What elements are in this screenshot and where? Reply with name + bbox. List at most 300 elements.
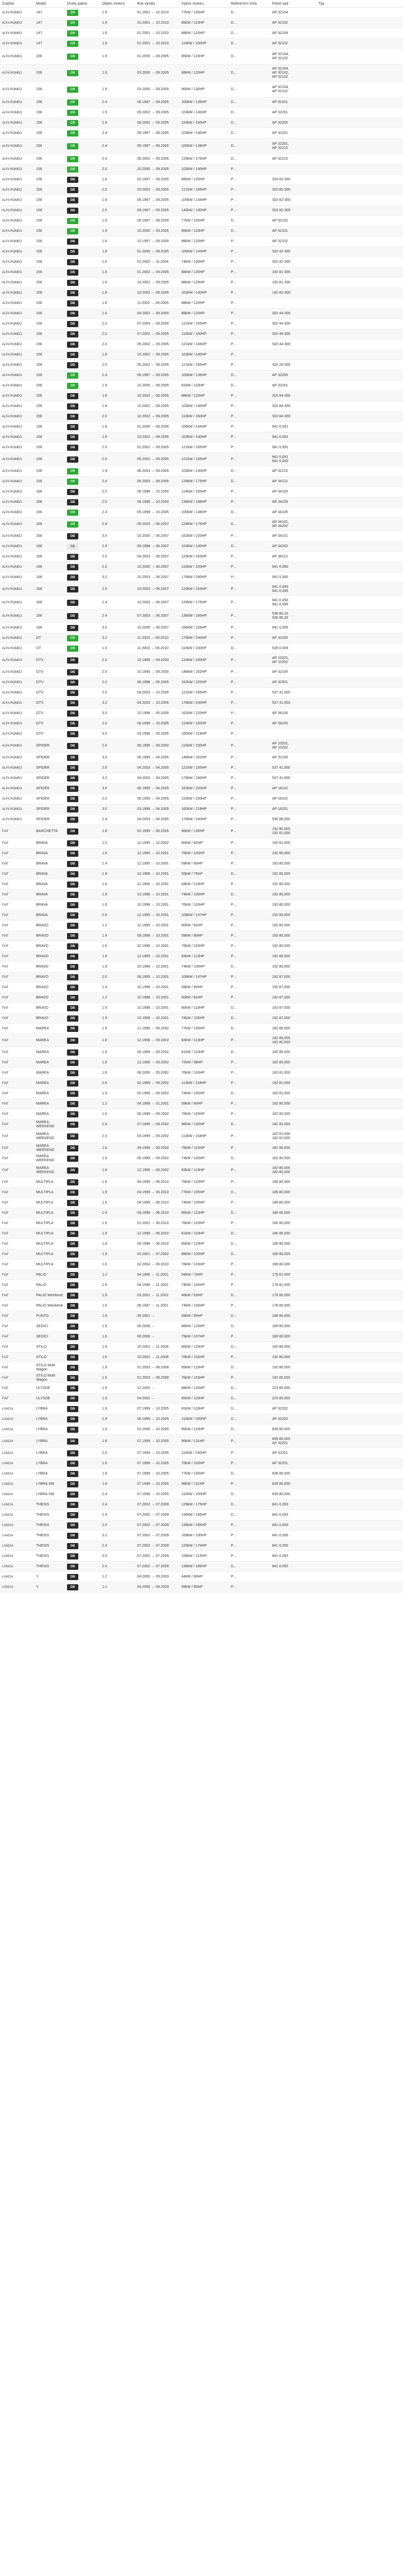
fuel-badge: DB: [67, 743, 78, 749]
cell-make: LANCIA: [0, 1448, 34, 1459]
cell-make: FIAT: [0, 1078, 34, 1089]
table-row[interactable]: [0, 879, 403, 890]
fuel-badge: DB: [67, 564, 78, 570]
cell-fuel: [65, 623, 100, 633]
cell-engine-volume: 1.2: [100, 1582, 135, 1592]
cell-power: 74kW / 100HP: [179, 1013, 229, 1024]
table-row[interactable]: [0, 1177, 403, 1188]
table-row[interactable]: [0, 1459, 403, 1469]
table-row[interactable]: [0, 794, 403, 804]
cell-year: 04.1996 → 11.2001: [135, 1270, 179, 1280]
table-row[interactable]: [0, 432, 403, 443]
table-row[interactable]: [0, 623, 403, 633]
table-row[interactable]: [0, 677, 403, 688]
table-row[interactable]: [0, 572, 403, 583]
cell-power: 110kW / 150HP: [179, 719, 229, 729]
table-row[interactable]: [0, 1363, 403, 1373]
column-header-year[interactable]: Rok výroby: [135, 0, 179, 8]
column-header-model[interactable]: Model: [34, 0, 65, 8]
table-row[interactable]: [0, 1120, 403, 1130]
table-row[interactable]: [0, 753, 403, 763]
table-row[interactable]: [0, 1435, 403, 1448]
cell-model: SPIDER: [34, 739, 65, 753]
fuel-badge: DB: [67, 954, 78, 960]
table-row[interactable]: [0, 18, 403, 28]
table-row[interactable]: [0, 1448, 403, 1459]
column-header-power[interactable]: Výkon motoru: [179, 0, 229, 8]
table-row[interactable]: [0, 1404, 403, 1414]
cell-engine-volume: 3.0: [100, 729, 135, 739]
cell-power: 108kW / 147HP: [179, 972, 229, 982]
cell-power: 76kW / 103HP: [179, 1143, 229, 1154]
fuel-badge: DB: [67, 923, 78, 929]
cell-sets: 941 0,060: [270, 572, 316, 583]
table-row[interactable]: [0, 1239, 403, 1249]
cell-power: 74kW / 100HP: [179, 1280, 229, 1291]
cell-sets: AP 34105: [270, 507, 316, 518]
cell-power: 85kW / 115HP: [179, 18, 229, 28]
cell-reference: D…: [229, 1510, 270, 1520]
table-row[interactable]: [0, 340, 403, 350]
table-row[interactable]: [0, 1218, 403, 1229]
cell-power: 88kW / 120HP: [179, 28, 229, 39]
cell-model: 156: [34, 288, 65, 298]
cell-power: 100kW / 136HP: [179, 507, 229, 518]
cell-fuel: [65, 288, 100, 298]
cell-year: 01.2000 → 09.2005: [135, 247, 179, 257]
table-row[interactable]: [0, 154, 403, 164]
table-row[interactable]: [0, 1249, 403, 1260]
table-row[interactable]: [0, 319, 403, 329]
cell-fuel: [65, 1143, 100, 1154]
cell-engine-volume: 2.0: [100, 667, 135, 677]
column-header-fuel[interactable]: Druhy paliva: [65, 0, 100, 8]
cell-power: 113kW / 154HP: [179, 1078, 229, 1089]
table-row[interactable]: [0, 381, 403, 391]
cell-reference: D…: [229, 370, 270, 381]
table-row[interactable]: [0, 815, 403, 825]
cell-sets: 182 82,000: [270, 1120, 316, 1130]
cell-reference: P…: [229, 1373, 270, 1383]
fuel-badge: CR: [67, 20, 78, 26]
table-row[interactable]: [0, 477, 403, 487]
column-header-type[interactable]: Typ: [316, 0, 403, 8]
table-row[interactable]: [0, 729, 403, 739]
table-row[interactable]: [0, 1469, 403, 1479]
table-row[interactable]: [0, 360, 403, 370]
cell-sets: 182 80,000: [270, 1109, 316, 1120]
table-row[interactable]: [0, 921, 403, 931]
table-row[interactable]: [0, 1332, 403, 1342]
cell-make: ALFA ROMEO: [0, 688, 34, 698]
cell-sets: AP 34121: [270, 477, 316, 487]
table-row[interactable]: [0, 1164, 403, 1177]
table-row[interactable]: [0, 1089, 403, 1099]
table-row[interactable]: [0, 838, 403, 849]
cell-year: 02.1996 → 10.2001: [135, 962, 179, 972]
table-row[interactable]: [0, 541, 403, 552]
cell-engine-volume: 3.0: [100, 804, 135, 815]
table-row[interactable]: [0, 64, 403, 82]
cell-power: 121kW / 165HP: [179, 319, 229, 329]
table-row[interactable]: [0, 890, 403, 900]
table-row[interactable]: [0, 507, 403, 518]
table-row[interactable]: [0, 422, 403, 432]
cell-reference: P…: [229, 596, 270, 609]
table-row[interactable]: [0, 1047, 403, 1058]
table-row[interactable]: [0, 643, 403, 654]
cell-type: [316, 1013, 403, 1024]
cell-engine-volume: 1.6: [100, 1109, 135, 1120]
cell-engine-volume: 3.2: [100, 773, 135, 784]
table-row[interactable]: [0, 288, 403, 298]
table-row[interactable]: [0, 1078, 403, 1089]
table-row[interactable]: [0, 719, 403, 729]
cell-make: ALFA ROMEO: [0, 329, 34, 340]
table-row[interactable]: [0, 1321, 403, 1332]
table-row[interactable]: [0, 1383, 403, 1394]
cell-engine-volume: 1.9: [100, 962, 135, 972]
table-row[interactable]: [0, 278, 403, 288]
table-row[interactable]: [0, 583, 403, 596]
cell-power: 74kW / 100HP: [179, 257, 229, 267]
cell-reference: D…: [229, 890, 270, 900]
cell-sets: 192 80,000: [270, 910, 316, 921]
cell-sets: AP 38105: [270, 719, 316, 729]
table-row[interactable]: [0, 1280, 403, 1291]
cell-fuel: [65, 1352, 100, 1363]
table-row[interactable]: [0, 931, 403, 941]
cell-type: [316, 1425, 403, 1435]
table-row[interactable]: [0, 128, 403, 139]
fuel-badge: DB: [67, 731, 78, 737]
table-row[interactable]: [0, 8, 403, 18]
cell-make: FIAT: [0, 993, 34, 1003]
cell-fuel: [65, 139, 100, 154]
cell-engine-volume: 1.6: [100, 236, 135, 247]
table-row[interactable]: [0, 763, 403, 773]
table-row[interactable]: [0, 1068, 403, 1078]
table-row[interactable]: [0, 1109, 403, 1120]
cell-sets: AP 32205: [270, 118, 316, 128]
cell-type: [316, 753, 403, 763]
table-row[interactable]: [0, 1414, 403, 1425]
cell-fuel: [65, 8, 100, 18]
cell-sets: 182 80,000: [270, 1047, 316, 1058]
table-row[interactable]: [0, 1582, 403, 1592]
table-row[interactable]: [0, 164, 403, 175]
cell-fuel: [65, 609, 100, 623]
table-row[interactable]: [0, 487, 403, 497]
table-row[interactable]: [0, 97, 403, 108]
cell-make: ALFA ROMEO: [0, 118, 34, 128]
cell-make: ALFA ROMEO: [0, 18, 34, 28]
cell-engine-volume: 1.6: [100, 257, 135, 267]
table-row[interactable]: [0, 1188, 403, 1198]
table-row[interactable]: [0, 195, 403, 206]
cell-sets: 839 80,000: [270, 1469, 316, 1479]
table-row[interactable]: [0, 1342, 403, 1352]
table-row[interactable]: [0, 49, 403, 64]
cell-model: SPIDER: [34, 773, 65, 784]
table-row[interactable]: [0, 257, 403, 267]
cell-type: [316, 1383, 403, 1394]
cell-power: 96kW / 131HP: [179, 1479, 229, 1489]
table-row[interactable]: [0, 1562, 403, 1572]
cell-reference: D…: [229, 49, 270, 64]
table-row[interactable]: [0, 1572, 403, 1582]
cell-year: 11.2003 → 09.2010: [135, 643, 179, 654]
cell-sets: 841 0,093: [270, 1531, 316, 1541]
cell-fuel: [65, 1013, 100, 1024]
cell-type: [316, 329, 403, 340]
cell-sets: AP 34105: [270, 487, 316, 497]
cell-model: GT: [34, 643, 65, 654]
table-row[interactable]: [0, 1013, 403, 1024]
cell-reference: P…: [229, 288, 270, 298]
table-row[interactable]: [0, 497, 403, 507]
column-header-sets[interactable]: Počet sad: [270, 0, 316, 8]
table-row[interactable]: [0, 453, 403, 466]
table-row[interactable]: [0, 1058, 403, 1068]
cell-model: 166: [34, 487, 65, 497]
table-row[interactable]: [0, 900, 403, 910]
cell-fuel: [65, 1291, 100, 1301]
cell-model: BRAVO: [34, 1013, 65, 1024]
cell-year: 05.2003 → 06.2007: [135, 518, 179, 531]
table-row[interactable]: [0, 562, 403, 572]
cell-sets: 192 87,000: [270, 993, 316, 1003]
table-row[interactable]: [0, 804, 403, 815]
table-row[interactable]: [0, 226, 403, 236]
table-row[interactable]: [0, 1311, 403, 1321]
cell-engine-volume: 1.9: [100, 1291, 135, 1301]
table-row[interactable]: [0, 982, 403, 993]
cell-engine-volume: 2.0: [100, 739, 135, 753]
table-row[interactable]: [0, 910, 403, 921]
table-row[interactable]: [0, 1373, 403, 1383]
table-row[interactable]: [0, 267, 403, 278]
cell-reference: P…: [229, 1572, 270, 1582]
cell-year: 01.2002 → 11.2004: [135, 257, 179, 267]
column-header-make[interactable]: Značka: [0, 0, 34, 8]
table-row[interactable]: [0, 869, 403, 879]
cell-engine-volume: 2.4: [100, 477, 135, 487]
cell-year: 06.2000 → 05.2002: [135, 1068, 179, 1078]
cell-engine-volume: 2.4: [100, 97, 135, 108]
cell-model: SEDICI: [34, 1332, 65, 1342]
cell-year: 07.2002 → 07.2009: [135, 1551, 179, 1562]
table-row[interactable]: [0, 941, 403, 952]
table-row[interactable]: [0, 412, 403, 422]
fuel-badge: CR: [67, 479, 78, 485]
table-row[interactable]: [0, 216, 403, 226]
table-row[interactable]: [0, 1352, 403, 1363]
table-row[interactable]: [0, 391, 403, 401]
cell-make: ALFA ROMEO: [0, 97, 34, 108]
cell-reference: P…: [229, 175, 270, 185]
cell-sets: 941 0,005: [270, 623, 316, 633]
table-row[interactable]: [0, 28, 403, 39]
cell-fuel: [65, 82, 100, 97]
table-row[interactable]: [0, 993, 403, 1003]
table-row[interactable]: [0, 185, 403, 195]
cell-model: MAREA: [34, 1058, 65, 1068]
table-row[interactable]: [0, 1394, 403, 1404]
table-row[interactable]: [0, 1208, 403, 1218]
table-row[interactable]: [0, 206, 403, 216]
table-row[interactable]: [0, 596, 403, 609]
table-row[interactable]: [0, 859, 403, 869]
cell-fuel: [65, 350, 100, 360]
table-row[interactable]: [0, 298, 403, 309]
table-row[interactable]: [0, 1425, 403, 1435]
table-row[interactable]: [0, 1479, 403, 1489]
table-row[interactable]: [0, 1003, 403, 1013]
cell-fuel: [65, 466, 100, 477]
cell-power: 176kW / 240HP: [179, 773, 229, 784]
table-row[interactable]: [0, 1154, 403, 1164]
table-row[interactable]: [0, 350, 403, 360]
cell-reference: P…: [229, 794, 270, 804]
fuel-badge: CR: [67, 99, 78, 106]
table-row[interactable]: [0, 708, 403, 719]
column-header-reference[interactable]: Referenční číslo: [229, 0, 270, 8]
cell-power: 76kW / 103HP: [179, 1373, 229, 1383]
table-row[interactable]: [0, 329, 403, 340]
fuel-badge: DB: [67, 331, 78, 337]
cell-year: 09.1998 → 10.2001: [135, 931, 179, 941]
table-row[interactable]: [0, 633, 403, 643]
table-row[interactable]: [0, 39, 403, 49]
table-row[interactable]: [0, 236, 403, 247]
table-row[interactable]: [0, 118, 403, 128]
cell-type: [316, 477, 403, 487]
cell-year: 02.1999 → 09.2002: [135, 1078, 179, 1089]
table-row[interactable]: [0, 1510, 403, 1520]
fuel-badge: DB: [67, 1481, 78, 1487]
table-row[interactable]: [0, 667, 403, 677]
table-row[interactable]: [0, 531, 403, 541]
table-row[interactable]: [0, 1551, 403, 1562]
cell-reference: P…: [229, 562, 270, 572]
cell-type: [316, 432, 403, 443]
cell-make: FIAT: [0, 1342, 34, 1352]
cell-power: 77kW / 105HP: [179, 1469, 229, 1479]
table-row[interactable]: [0, 849, 403, 859]
cell-model: 156: [34, 412, 65, 422]
table-row[interactable]: [0, 82, 403, 97]
cell-sets: AP 32201, AP 32210: [270, 139, 316, 154]
cell-power: 81kW / 110HP: [179, 1047, 229, 1058]
cell-make: FIAT: [0, 1013, 34, 1024]
cell-type: [316, 1154, 403, 1164]
cell-model: GTV: [34, 688, 65, 698]
column-header-engine-volume[interactable]: Objem motoru: [100, 0, 135, 8]
table-row[interactable]: [0, 1541, 403, 1551]
cell-power: 136kW / 185HP: [179, 1562, 229, 1572]
cell-make: FIAT: [0, 1311, 34, 1321]
cell-year: 07.1999 → 10.2005: [135, 1435, 179, 1448]
table-row[interactable]: [0, 773, 403, 784]
table-row[interactable]: [0, 1260, 403, 1270]
table-row[interactable]: [0, 401, 403, 412]
fuel-badge: DB: [67, 1438, 78, 1445]
cell-fuel: [65, 1218, 100, 1229]
cell-power: 59kW / 80HP: [179, 1099, 229, 1109]
table-row[interactable]: [0, 1270, 403, 1280]
table-row[interactable]: [0, 139, 403, 154]
table-row[interactable]: [0, 952, 403, 962]
table-row[interactable]: [0, 1198, 403, 1208]
table-row[interactable]: [0, 1229, 403, 1239]
cell-make: FIAT: [0, 1383, 34, 1394]
cell-power: 121kW / 165HP: [179, 443, 229, 453]
cell-reference: P…: [229, 401, 270, 412]
cell-year: 04.2003 → 04.2005: [135, 773, 179, 784]
table-row[interactable]: [0, 962, 403, 972]
fuel-badge: DB: [67, 1005, 78, 1011]
cell-make: ALFA ROMEO: [0, 422, 34, 432]
cell-year: 03.2001 → 07.2002: [135, 1249, 179, 1260]
cell-model: BRAVA: [34, 900, 65, 910]
table-row[interactable]: [0, 1099, 403, 1109]
cell-year: 09.1997 → 09.2005: [135, 370, 179, 381]
table-row[interactable]: [0, 552, 403, 562]
table-row[interactable]: [0, 1520, 403, 1531]
table-row[interactable]: [0, 698, 403, 708]
table-row[interactable]: [0, 1024, 403, 1034]
table-row[interactable]: [0, 654, 403, 667]
table-row[interactable]: [0, 108, 403, 118]
table-row[interactable]: [0, 466, 403, 477]
cell-type: [316, 719, 403, 729]
table-row[interactable]: [0, 518, 403, 531]
table-row[interactable]: [0, 1500, 403, 1510]
cell-engine-volume: 1.9: [100, 226, 135, 236]
table-row[interactable]: [0, 443, 403, 453]
cell-make: FIAT: [0, 931, 34, 941]
cell-engine-volume: 2.0: [100, 654, 135, 667]
table-row[interactable]: [0, 784, 403, 794]
cell-reference: P…: [229, 859, 270, 869]
table-row[interactable]: [0, 1531, 403, 1541]
table-row[interactable]: [0, 739, 403, 753]
cell-engine-volume: 1.6: [100, 1260, 135, 1270]
cell-engine-volume: 2.5: [100, 497, 135, 507]
cell-type: [316, 708, 403, 719]
table-row[interactable]: [0, 1130, 403, 1143]
table-row[interactable]: [0, 1034, 403, 1047]
table-row[interactable]: [0, 1143, 403, 1154]
table-row[interactable]: [0, 309, 403, 319]
table-row[interactable]: [0, 247, 403, 257]
cell-fuel: [65, 487, 100, 497]
cell-type: [316, 900, 403, 910]
table-row[interactable]: [0, 688, 403, 698]
table-row[interactable]: [0, 972, 403, 982]
table-row[interactable]: [0, 825, 403, 838]
fuel-badge: DB: [67, 197, 78, 204]
table-row[interactable]: [0, 1301, 403, 1311]
table-row[interactable]: [0, 370, 403, 381]
cell-year: 07.2004 → 09.2005: [135, 319, 179, 329]
table-row[interactable]: [0, 609, 403, 623]
table-row[interactable]: [0, 1291, 403, 1301]
table-row[interactable]: [0, 1489, 403, 1500]
table-row[interactable]: [0, 175, 403, 185]
cell-make: LANCIA: [0, 1404, 34, 1414]
